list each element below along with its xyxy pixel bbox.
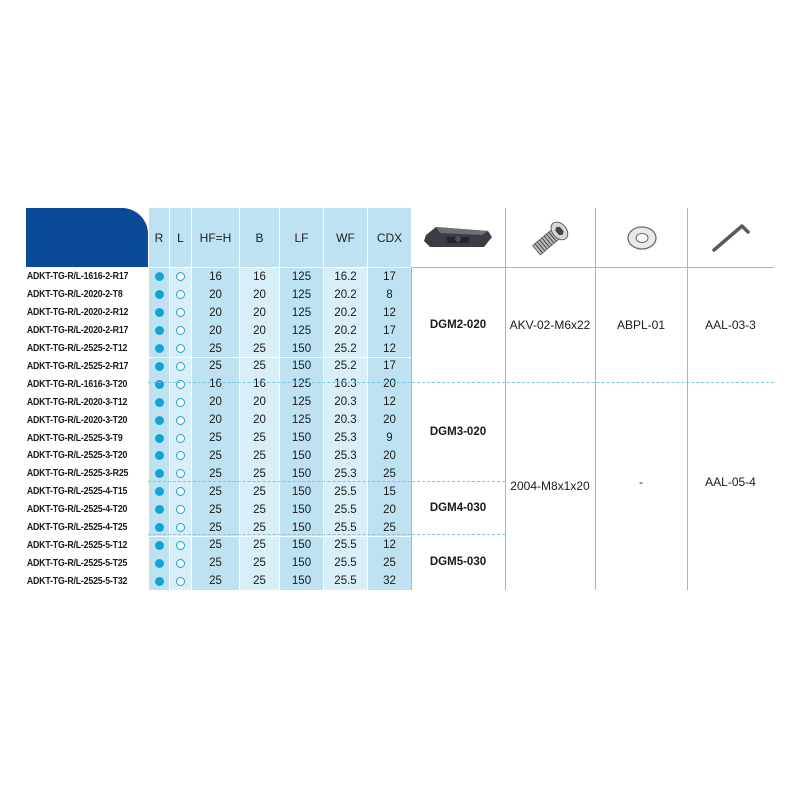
availability-r [148,322,169,340]
cell-lf: 150 [279,537,323,555]
hex-key-icon [687,208,774,267]
row-code: ADKT-TG-R/L-1616-2-R17 [26,271,129,283]
row-code: ADKT-TG-R/L-2020-3-T12 [26,396,128,408]
filled-dot-icon [155,398,164,407]
row-code: ADKT-TG-R/L-2525-5-T25 [26,557,128,569]
availability-l [169,358,191,376]
availability-l [169,501,191,519]
availability-l [169,268,191,286]
cell-cdx: 12 [367,304,411,322]
filled-dot-icon [155,577,164,586]
cell-hf: 25 [191,465,239,483]
availability-l [169,304,191,322]
cell-lf: 125 [279,411,323,429]
cell-hf: 25 [191,483,239,501]
empty-dot-icon [176,416,185,425]
cell-b: 20 [239,393,279,411]
cell-b: 25 [239,429,279,447]
cell-hf: 20 [191,411,239,429]
filled-dot-icon [155,541,164,550]
cell-wf: 16.2 [323,268,367,286]
cell-b: 16 [239,375,279,393]
cell-cdx: 25 [367,554,411,572]
insert-dgm4: DGM4-030 [429,501,487,514]
header-l: L [169,208,191,267]
cell-wf: 25.2 [323,358,367,376]
header-cdx: CDX [367,208,411,267]
cell-cdx: 20 [367,447,411,465]
filled-dot-icon [155,344,164,353]
cell-b: 25 [239,465,279,483]
filled-dot-icon [155,487,164,496]
cell-b: 25 [239,537,279,555]
availability-l [169,572,191,590]
cell-lf: 150 [279,429,323,447]
filled-dot-icon [155,362,164,371]
cell-lf: 150 [279,501,323,519]
row-code: ADKT-TG-R/L-2525-4-T25 [26,522,128,534]
cell-hf: 25 [191,554,239,572]
header-corner-block [26,208,148,267]
cell-lf: 125 [279,268,323,286]
header-hf: HF=H [191,208,239,267]
empty-dot-icon [176,523,185,532]
filled-dot-icon [155,523,164,532]
row-code: ADKT-TG-R/L-2020-2-R17 [26,325,129,337]
empty-dot-icon [176,469,185,478]
cell-lf: 125 [279,286,323,304]
availability-r [148,572,169,590]
cell-hf: 16 [191,268,239,286]
cell-wf: 25.5 [323,501,367,519]
cell-cdx: 25 [367,519,411,537]
cell-b: 25 [239,501,279,519]
row-code: ADKT-TG-R/L-2525-2-T12 [26,343,128,355]
washer-group1: ABPL-01 [616,317,666,332]
cell-b: 25 [239,483,279,501]
empty-dot-icon [176,326,185,335]
empty-dot-icon [176,541,185,550]
filled-dot-icon [155,505,164,514]
cell-b: 20 [239,322,279,340]
availability-l [169,411,191,429]
key-group2: AAL-05-4 [705,475,756,489]
cell-cdx: 25 [367,465,411,483]
cell-cdx: 8 [367,286,411,304]
cell-lf: 125 [279,375,323,393]
availability-r [148,554,169,572]
cell-cdx: 15 [367,483,411,501]
cell-b: 20 [239,304,279,322]
availability-l [169,447,191,465]
cell-hf: 16 [191,375,239,393]
empty-dot-icon [176,451,185,460]
cell-b: 25 [239,340,279,358]
empty-dot-icon [176,487,185,496]
cell-cdx: 32 [367,572,411,590]
availability-r [148,483,169,501]
availability-r [148,501,169,519]
header-r: R [148,208,169,267]
cell-wf: 25.2 [323,340,367,358]
cell-wf: 25.5 [323,537,367,555]
cell-hf: 20 [191,286,239,304]
cell-cdx: 12 [367,393,411,411]
row-code: ADKT-TG-R/L-2525-4-T15 [26,486,128,498]
header-b: B [239,208,279,267]
insert-dgm5: DGM5-030 [429,556,487,568]
cell-b: 25 [239,358,279,376]
cell-cdx: 20 [367,411,411,429]
availability-r [148,447,169,465]
cell-lf: 125 [279,322,323,340]
row-code: ADKT-TG-R/L-2020-3-T20 [26,414,128,426]
availability-r [148,537,169,555]
cell-hf: 20 [191,393,239,411]
cell-cdx: 20 [367,375,411,393]
cell-b: 20 [239,286,279,304]
cell-lf: 150 [279,519,323,537]
empty-dot-icon [176,308,185,317]
cell-cdx: 20 [367,501,411,519]
header-wf: WF [323,208,367,267]
filled-dot-icon [155,559,164,568]
cell-lf: 150 [279,554,323,572]
empty-dot-icon [176,577,185,586]
empty-dot-icon [176,344,185,353]
cell-wf: 25.5 [323,519,367,537]
cell-wf: 25.5 [323,483,367,501]
cell-cdx: 12 [367,340,411,358]
cell-b: 20 [239,411,279,429]
insert-dgm2: DGM2-020 [429,318,487,331]
empty-dot-icon [176,272,185,281]
cell-hf: 25 [191,501,239,519]
availability-r [148,429,169,447]
cell-lf: 150 [279,572,323,590]
cell-hf: 20 [191,304,239,322]
key-group1: AAL-03-3 [705,317,756,332]
empty-dot-icon [176,362,185,371]
row-code: ADKT-TG-R/L-2525-5-T12 [26,539,128,551]
row-code: ADKT-TG-R/L-2525-2-R17 [26,360,129,372]
cell-lf: 150 [279,340,323,358]
washer-group2: - [639,475,643,489]
row-code: ADKT-TG-R/L-2525-3-R25 [26,468,129,480]
availability-r [148,286,169,304]
empty-dot-icon [176,398,185,407]
cell-hf: 20 [191,322,239,340]
filled-dot-icon [155,290,164,299]
row-code: ADKT-TG-R/L-2020-2-R12 [26,307,129,319]
header-lf: LF [279,208,323,267]
availability-l [169,429,191,447]
cell-hf: 25 [191,519,239,537]
cell-b: 16 [239,268,279,286]
cell-hf: 25 [191,537,239,555]
empty-dot-icon [176,290,185,299]
cell-hf: 25 [191,447,239,465]
cell-wf: 20.2 [323,322,367,340]
filled-dot-icon [155,469,164,478]
cell-wf: 25.3 [323,429,367,447]
cell-lf: 150 [279,447,323,465]
availability-r [148,268,169,286]
cell-cdx: 17 [367,322,411,340]
cell-lf: 125 [279,304,323,322]
cell-cdx: 17 [367,268,411,286]
row-code: ADKT-TG-R/L-1616-3-T20 [26,378,128,390]
row-code: ADKT-TG-R/L-2525-3-T20 [26,450,128,462]
filled-dot-icon [155,434,164,443]
filled-dot-icon [155,272,164,281]
cell-b: 25 [239,572,279,590]
cell-lf: 150 [279,483,323,501]
cell-wf: 25.3 [323,447,367,465]
cell-b: 25 [239,447,279,465]
cell-b: 25 [239,554,279,572]
cell-hf: 25 [191,358,239,376]
availability-l [169,375,191,393]
washer-icon [595,208,687,267]
cell-wf: 20.2 [323,286,367,304]
cell-hf: 25 [191,429,239,447]
row-code: ADKT-TG-R/L-2020-2-T8 [26,289,123,301]
row-code: ADKT-TG-R/L-2525-4-T20 [26,504,128,516]
cell-cdx: 12 [367,537,411,555]
cell-wf: 16.3 [323,375,367,393]
availability-l [169,286,191,304]
availability-l [169,483,191,501]
screw-icon [505,208,595,267]
cell-lf: 125 [279,393,323,411]
filled-dot-icon [155,451,164,460]
availability-l [169,340,191,358]
cell-cdx: 9 [367,429,411,447]
cell-cdx: 17 [367,358,411,376]
cell-wf: 25.5 [323,572,367,590]
availability-r [148,340,169,358]
empty-dot-icon [176,434,185,443]
filled-dot-icon [155,308,164,317]
cell-wf: 25.5 [323,554,367,572]
row-code: ADKT-TG-R/L-2525-5-T32 [26,575,128,587]
cell-wf: 20.3 [323,411,367,429]
availability-r [148,358,169,376]
availability-r [148,375,169,393]
cell-hf: 25 [191,572,239,590]
insert-dgm3: DGM3-020 [429,425,487,438]
cell-wf: 25.3 [323,465,367,483]
screw-group2: 2004-M8x1x20 [510,479,590,493]
row-code: ADKT-TG-R/L-2525-3-T9 [26,432,123,444]
screw-group1: AKV-02-M6x22 [509,317,591,332]
availability-l [169,393,191,411]
empty-dot-icon [176,505,185,514]
cell-lf: 150 [279,358,323,376]
availability-r [148,411,169,429]
insert-icon [411,208,505,267]
filled-dot-icon [155,416,164,425]
cell-wf: 20.3 [323,393,367,411]
filled-dot-icon [155,326,164,335]
cell-hf: 25 [191,340,239,358]
empty-dot-icon [176,559,185,568]
availability-r [148,304,169,322]
spec-table [26,208,774,590]
cell-b: 25 [239,519,279,537]
availability-l [169,322,191,340]
cell-wf: 20.2 [323,304,367,322]
cell-lf: 150 [279,465,323,483]
availability-l [169,554,191,572]
availability-l [169,537,191,555]
availability-r [148,393,169,411]
